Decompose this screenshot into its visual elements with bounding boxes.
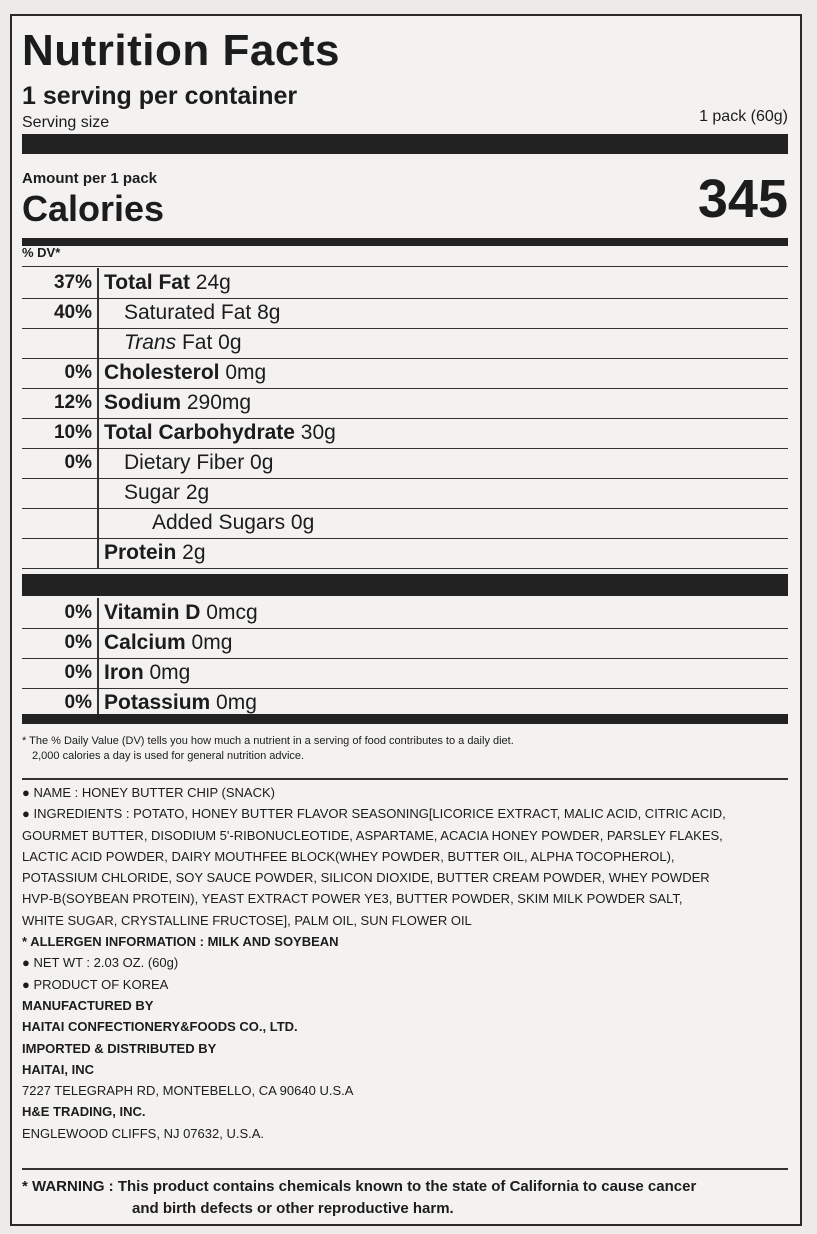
nutrient-name: Protein 2g [104,541,206,564]
nutrient-row [22,298,788,329]
warning-text-2: and birth defects or other reproductive harm. [132,1200,454,1217]
info-line: LACTIC ACID POWDER, DAIRY MOUTHFEE BLOCK(WHEY POWDER, BUTTER OIL, ALPHA TOCOPHEROL), [22,848,675,864]
serving-size-label: Serving size [22,114,110,131]
vitamin-name: Iron 0mg [104,661,191,684]
column-divider [97,508,99,538]
column-divider [97,388,99,418]
medium-divider [22,238,788,246]
calories-value: 345 [697,169,788,229]
vitamin-row [22,598,788,629]
nutrient-percent: 37% [53,272,92,293]
info-line: GOURMET BUTTER, DISODIUM 5'-RIBONUCLEOTIDE, ASPARTAME, ACACIA HONEY POWDER, PARSLEY FLAKES, [22,827,723,843]
nutrient-percent: 10% [53,422,92,443]
nutrient-row [22,328,788,359]
warning-label: * WARNING : [22,1178,114,1195]
vitamin-divider [22,574,788,596]
info-line: POTASSIUM CHLORIDE, SOY SAUCE POWDER, SILICON DIOXIDE, BUTTER CREAM POWDER, WHEY POWDER [22,870,710,886]
dv-header: % DV* [22,245,61,260]
column-divider [97,448,99,478]
servings-per-container: 1 serving per container [22,82,298,110]
column-divider [97,268,99,298]
nutrient-row [22,478,788,509]
info-divider [22,778,788,780]
product-info [22,782,788,1144]
nutrient-row [22,538,788,569]
info-line: ● NAME : HONEY BUTTER CHIP (SNACK) [22,785,275,800]
warning-block [22,1176,788,1220]
nutrient-percent: 0% [64,452,92,473]
info-line: HAITAI CONFECTIONERY&FOODS CO., LTD. [22,1019,298,1035]
footnote-line-1: * The % Daily Value (DV) tells you how much a nutrient in a serving of food contributes to a daily diet. [22,735,514,747]
info-line: 7227 TELEGRAPH RD, MONTEBELLO, CA 90640 U.S.A [22,1083,354,1099]
nutrient-row [22,268,788,299]
nutrient-name: Trans Fat 0g [124,331,242,354]
nutrient-name: Cholesterol 0mg [104,361,267,384]
info-line: HVP-B(SOYBEAN PROTEIN), YEAST EXTRACT POWER YE3, BUTTER POWDER, SKIM MILK POWDER SALT, [22,891,683,907]
nutrient-name: Added Sugars 0g [152,511,315,534]
nutrient-name: Sugar 2g [124,481,210,504]
nutrient-row [22,448,788,479]
column-divider [97,328,99,358]
column-divider [97,358,99,388]
info-line: H&E TRADING, INC. [22,1104,146,1120]
calories-label: Calories [22,188,165,229]
column-divider [97,628,99,658]
vitamin-name: Vitamin D 0mcg [104,601,258,624]
vitamin-percent: 0% [64,602,92,623]
nutrition-label [10,14,802,1226]
nutrient-name: Sodium 290mg [104,391,252,414]
info-line: * ALLERGEN INFORMATION : MILK AND SOYBEAN [22,934,339,950]
info-line: IMPORTED & DISTRIBUTED BY [22,1040,217,1056]
thick-divider [22,134,788,154]
nutrient-percent: 40% [53,302,92,323]
nutrient-name: Total Carbohydrate 30g [104,421,336,444]
info-line: MANUFACTURED BY [22,997,154,1013]
nutrient-row [22,388,788,419]
info-line: HAITAI, INC [22,1061,94,1077]
dv-divider [22,266,788,267]
vitamin-row [22,658,788,689]
column-divider [97,478,99,508]
info-line: ENGLEWOOD CLIFFS, NJ 07632, U.S.A. [22,1125,265,1141]
vitamin-percent: 0% [64,662,92,683]
column-divider [97,598,99,628]
nutrient-row [22,418,788,449]
nutrient-row [22,358,788,389]
nutrient-percent: 0% [64,362,92,383]
vitamin-percent: 0% [64,692,92,713]
vitamin-name: Calcium 0mg [104,631,233,654]
footnote-line-2: 2,000 calories a day is used for general nutrition advice. [32,750,305,762]
nutrient-name: Total Fat 24g [104,271,231,294]
column-divider [97,298,99,328]
vitamin-name: Potassium 0mg [104,691,257,714]
column-divider [97,658,99,688]
warning-divider [22,1168,788,1170]
dv-footnote [22,734,788,764]
column-divider [97,538,99,568]
nutrient-name: Dietary Fiber 0g [124,451,274,474]
vitamin-row [22,628,788,659]
info-line: WHITE SUGAR, CRYSTALLINE FRUCTOSE], PALM OIL, SUN FLOWER OIL [22,912,472,928]
vitamin-percent: 0% [64,632,92,653]
nutrient-name: Saturated Fat 8g [124,301,281,324]
label-title: Nutrition Facts [22,26,340,75]
info-line: ● NET WT : 2.03 OZ. (60g) [22,955,179,971]
nutrient-percent: 12% [53,392,92,413]
info-line: ● INGREDIENTS : POTATO, HONEY BUTTER FLAVOR SEASONING[LICORICE EXTRACT, MALIC ACID, CITRIC ACID, [22,806,726,822]
nutrient-row [22,508,788,539]
serving-size-value: 1 pack (60g) [699,108,788,125]
column-divider [97,418,99,448]
footnote-divider [22,714,788,724]
warning-text-1: This product contains chemicals known to the state of California to cause cancer [117,1178,697,1195]
amount-per-serving: Amount per 1 pack [22,170,158,187]
info-line: ● PRODUCT OF KOREA [22,976,169,992]
